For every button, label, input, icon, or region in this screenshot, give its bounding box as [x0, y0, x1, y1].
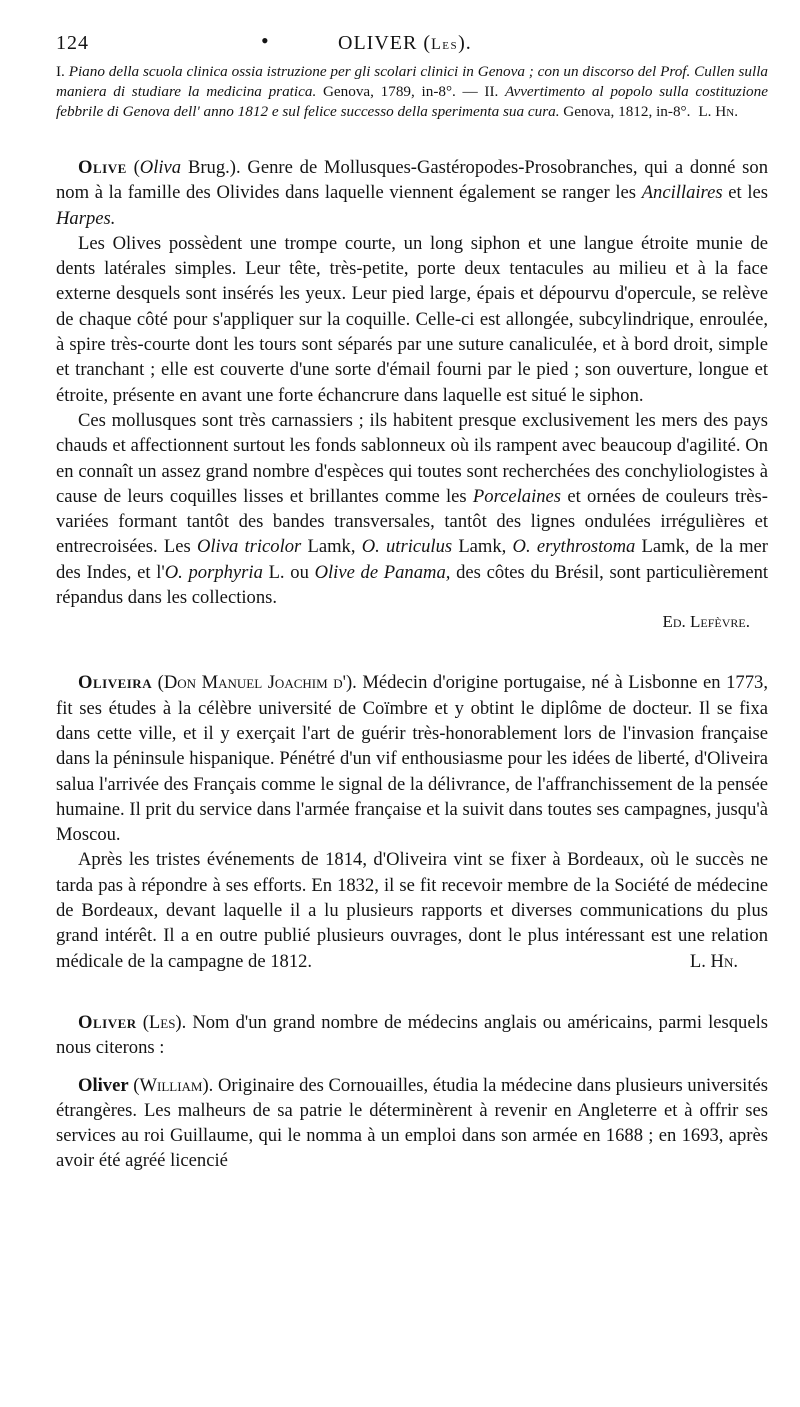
biblio-pub-2: Genova, 1812, in-8°.: [563, 103, 691, 120]
entry-oliver-les: [56, 1010, 768, 1061]
running-head: [56, 26, 768, 62]
header-dot: •: [261, 28, 270, 53]
biblio-num-1: I.: [56, 63, 65, 80]
oliveira-paragraph-1: [56, 670, 768, 847]
olive-p3-f: L. ou: [268, 561, 309, 583]
biblio-signature: L. Hn.: [698, 103, 738, 120]
oliveira-name: (Don Manuel Joachim d').: [157, 672, 357, 694]
olive-paragraph-2: Les Olives possèdent une trompe courte, un long siphon et une langue étroite munie de dents latérales simples. Leur tête, très-petite, porte deux tentacules au milieu et à la face externe desquels sont insérés les yeux. Leur pied large, épais et dépourvu d'opercule, se relève de chaque côté pour s'appliquer sur la coquille. Celle-ci est allongée, subcylindrique, enroulée, à spire très-courte dont les tours sont séparés par une suture canaliculée, et à bord droit, simple et tranchant ; elle est couverte d'une sorte d'émail fourni par le pied ; son ouverture, longue et étroite, présente en avant une forte échancrure dans laquelle est situé le siphon.: [56, 232, 768, 406]
olive-p1-b: Brug.). Genre de Mollusques-Gastéropodes-Prosobranches, qui a donné son nom à la famille des Olivides dans laquelle viennent également se ranger les: [56, 157, 769, 204]
headword-oliveira: Oliveira: [78, 672, 153, 694]
olive-paragraph-3: [56, 408, 768, 610]
oliver-william-paragraph: [56, 1073, 768, 1174]
olive-p3-italic-6: Olive de Panama,: [314, 561, 451, 583]
oliver-william-text: Originaire des Cornouailles, étudia la médecine dans plusieurs universités étrangères. Les malheurs de sa patrie le déterminèrent à revenir en Angleterre et à offrir ses services au roi Guillaume, qui le nomma à un emploi dans son armée en 1688 ; en 1693, après avoir été agréé licencié: [56, 1074, 768, 1172]
olive-p1-a: (: [133, 157, 140, 178]
entry-oliveira: [56, 670, 768, 974]
running-title-end: ).: [458, 32, 472, 54]
biblio-title-2: Avvertimento al popolo sulla costituzione febbrile di Genova dell' anno 1812 e sul felice successo della sperimenta sua cura.: [56, 83, 768, 120]
headword-oliver-les: Oliver: [78, 1011, 137, 1033]
oliver-les-text: Nom d'un grand nombre de médecins anglais ou américains, parmi lesquels nous citerons :: [56, 1011, 768, 1059]
olive-p1-italic-2: Ancillaires: [641, 182, 723, 204]
olive-p3-italic-2: Oliva tricolor: [196, 536, 302, 558]
olive-p3-g: des côtes du Brésil, sont particulièrement répandus dans les collections.: [56, 561, 769, 609]
olive-p1-italic-1: Oliva: [139, 157, 182, 178]
olive-p3-e: Lamk, de la mer des Indes, et l': [56, 536, 768, 583]
olive-p3-d: Lamk,: [458, 536, 507, 558]
running-title-main: OLIVER (: [338, 32, 431, 54]
olive-paragraph-1: [56, 155, 768, 231]
oliver-les-suffix: (Les).: [142, 1011, 187, 1033]
oliveira-p2-text: Après les tristes événements de 1814, d'Oliveira vint se fixer à Bordeaux, où le succès ne tarda pas à répondre à ses efforts. En 1832, il se fit recevoir membre de la Société de médecine de Bordeaux, devant laquelle il a lu plusieurs rapports et diverses communications du plus grand intérêt. Il a en outre publié plusieurs ouvrages, dont le plus intéressant est une relation médicale de la campagne de 1812.: [56, 849, 768, 972]
oliveira-paragraph-2: [56, 847, 768, 973]
olive-p3-italic-1: Porcelaines: [472, 485, 562, 507]
olive-p3-b: et ornées de couleurs très-variées formant tantôt des bandes transversales, tantôt des lignes ondulées irrégulières et entrecroisées. Les: [56, 485, 768, 558]
subheadword-oliver-william: Oliver: [78, 1074, 129, 1096]
oliveira-p1-text: Médecin d'origine portugaise, né à Lisbonne en 1773, fit ses études à la célèbre université de Coïmbre et y obtint le diplôme de docteur. Il se fixa dans cette ville, et il y exerçait l'art de guérir très-honorablement lors de l'invasion française dans la péninsule hispanique. Pénétré d'un vif enthousiasme pour les idées de liberté, d'Oliveira salua l'arrivée des Français comme le signal de la délivrance, de l'affranchissement de la pensée humaine. Il prit du service dans l'armée française et la suivit dans toutes ses campagnes, jusqu'à Moscou.: [56, 672, 768, 846]
olive-p3-c: Lamk,: [307, 536, 356, 558]
oliver-les-paragraph: [56, 1010, 768, 1061]
running-title-sc: Les: [430, 36, 459, 53]
biblio-pub-1: Genova, 1789, in-8°. — II.: [322, 83, 499, 100]
olive-p1-c: et les: [728, 182, 768, 204]
olive-p3-italic-4: O. erythrostoma: [512, 536, 636, 558]
entry-olive: [56, 155, 768, 634]
olive-signature: Ed. Lefèvre.: [662, 612, 750, 632]
olive-p1-italic-3: Harpes.: [56, 207, 116, 229]
dictionary-page: [56, 26, 768, 1174]
headword-olive: Olive: [78, 157, 127, 178]
olive-p3-italic-5: O. porphyria: [164, 561, 263, 583]
olive-p3-a: Ces mollusques sont très carnassiers ; ils habitent presque exclusivement les mers des pays chauds et affectionnent surtout les fonds sablonneux où ils rampent avec beaucoup d'agilité. On en connaît un assez grand nombre d'espèces qui toutes sont recherchées des conchyliologistes à cause de leurs coquilles lisses et brillantes comme les: [56, 409, 768, 507]
olive-p3-italic-3: O. utriculus: [361, 536, 453, 558]
oliveira-signature: L. Hn.: [689, 950, 738, 972]
biblio-title-1: Piano della scuola clinica ossia istruzione per gli scolari clinici in Genova ; con un discorso del Prof. Cullen sulla maniera di studiare la medicina pratica.: [56, 63, 769, 100]
page-number: 124: [56, 32, 89, 54]
entry-oliver-william: [56, 1073, 768, 1174]
bibliography-block: [56, 62, 768, 122]
running-title: [338, 32, 472, 55]
oliver-william-name: (William).: [133, 1074, 214, 1096]
